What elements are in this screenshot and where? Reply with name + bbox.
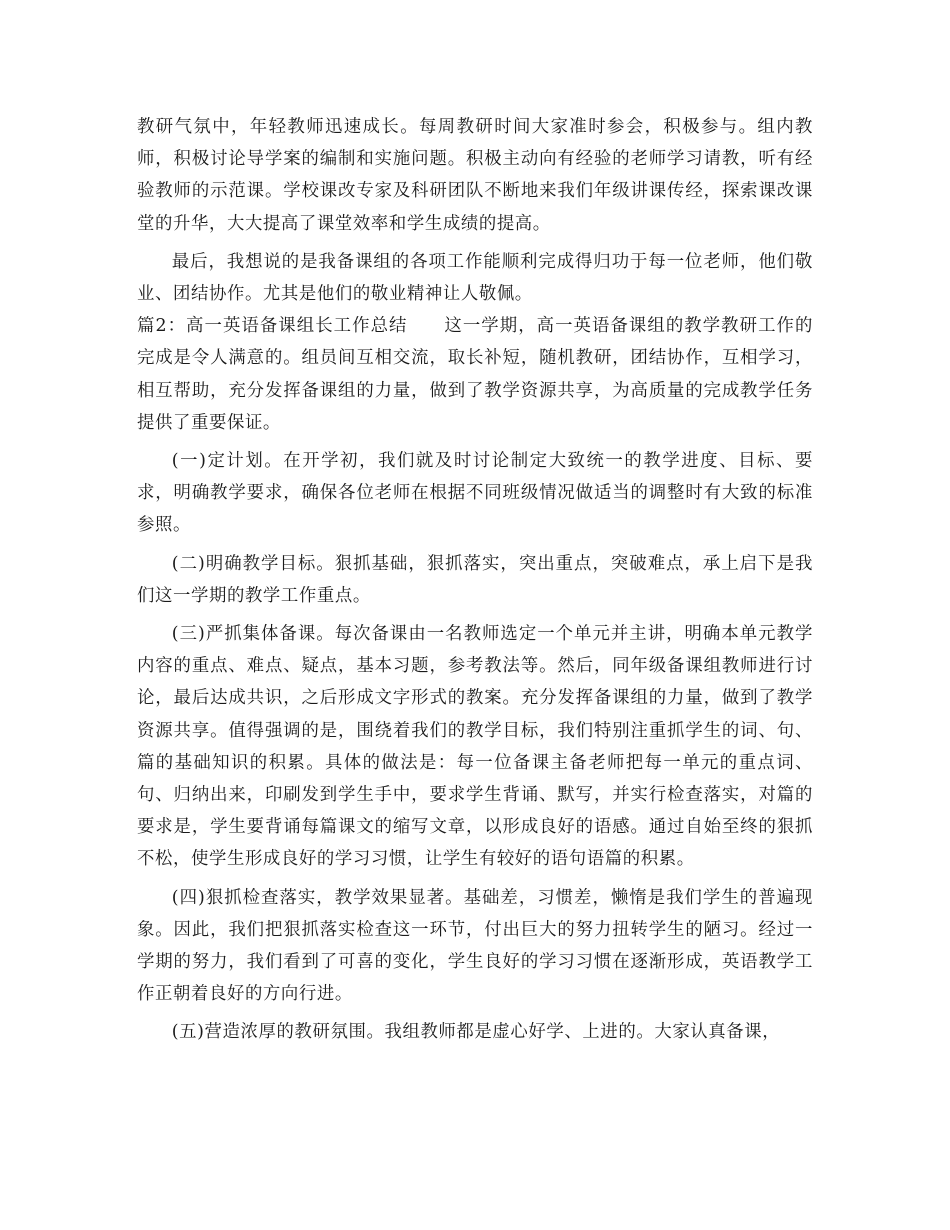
paragraph-7-inspection: (四)狠抓检查落实，教学效果显著。基础差，习惯差，懒惰是我们学生的普遍现象。因此，我们把狠抓落实检查这一环节，付出巨大的努力扭转学生的陋习。经过一学期的努力，我们看到了可喜的变化，学生良好的学习习惯在逐渐形成，英语教学工作正朝着良好的方向行进。	[137, 887, 813, 1005]
document-body	[137, 111, 813, 1049]
paragraph-5-goals: (二)明确教学目标。狠抓基础，狠抓落实，突出重点，突破难点，承上启下是我们这一学期的教学工作重点。	[137, 553, 813, 606]
paragraph-6-lesson-prep: (三)严抓集体备课。每次备课由一名教师选定一个单元并主讲，明确本单元教学内容的重点、难点、疑点，基本习题，参考教法等。然后，同年级备课组教师进行讨论，最后达成共识，之后形成文字形式的教案。充分发挥备课组的力量，做到了教学资源共享。值得强调的是，围绕着我们的教学目标，我们特别注重抓学生的词、句、篇的基础知识的积累。具体的做法是：每一位备课主备老师把每一单元的重点词、句、归纳出来，印刷发到学生手中，要求学生背诵、默写，并实行检查落实，对篇的要求是，学生要背诵每篇课文的缩写文章，以形成良好的语感。通过自始至终的狠抓不松，使学生形成良好的学习习惯，让学生有较好的语句语篇的积累。	[137, 624, 813, 870]
paragraph-8-research: (五)营造浓厚的教研氛围。我组教师都是虚心好学、上进的。大家认真备课，	[171, 1022, 781, 1043]
paragraph-3-section-heading: 篇2：高一英语备课组长工作总结 这一学期，高一英语备课组的教学教研工作的完成是令人满意的。组员间互相交流，取长补短，随机教研，团结协作，互相学习，相互帮助，充分发挥备课组的力量，做到了教学资源共享，为高质量的完成教学任务提供了重要保证。	[137, 316, 813, 433]
paragraph-2: 最后，我想说的是我备课组的各项工作能顺利完成得归功于每一位老师，他们敬业、团结协作。尤其是他们的敬业精神让人敬佩。	[137, 251, 813, 305]
paragraph-4-plan: (一)定计划。在开学初，我们就及时讨论制定大致统一的教学进度、目标、要求，明确教学要求，确保各位老师在根据不同班级情况做适当的调整时有大致的标准参照。	[137, 451, 813, 536]
paragraph-1: 教研气氛中，年轻教师迅速成长。每周教研时间大家准时参会，积极参与。组内教师，积极讨论导学案的编制和实施问题。积极主动向有经验的老师学习请教，听有经验教师的示范课。学校课改专家及科研团队不断地来我们年级讲课传经，探索课改课堂的升华，大大提高了课堂效率和学生成绩的提高。	[137, 117, 813, 234]
